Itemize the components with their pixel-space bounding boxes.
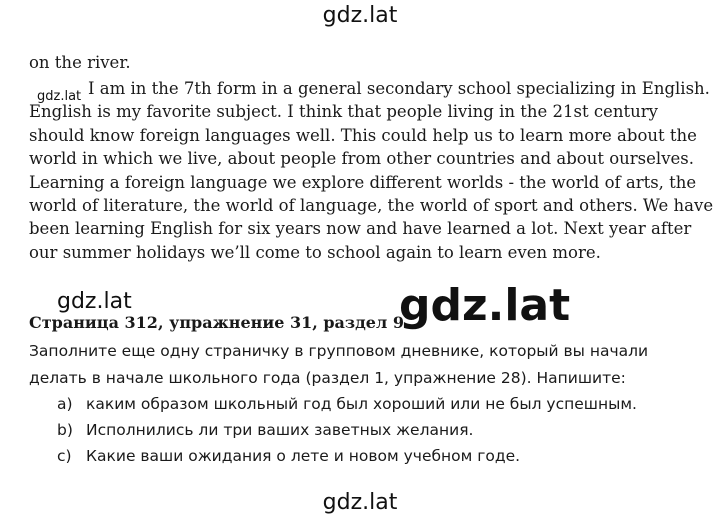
text-first-line: on the river. [29, 53, 131, 72]
list-item-label: c) [57, 447, 72, 465]
text-paragraph [29, 77, 713, 264]
list-item-text: каким образом школьный год был хороший или не был успешным. [86, 395, 637, 413]
paragraph-line: Learning a foreign language we explore different worlds - the world of arts, the [29, 172, 697, 192]
instruction-line: Заполните еще одну страничку в групповом дневнике, который вы начали [29, 342, 649, 360]
list-item [57, 447, 520, 465]
list-item-text: Исполнились ли три ваших заветных желания. [86, 421, 474, 439]
exercise-heading: Страница 312, упражнение 31, раздел 9. [29, 313, 410, 332]
list-item-label: a) [57, 395, 73, 413]
paragraph-line: been learning English for six years now and have learned a lot. Next year after [29, 219, 692, 239]
paragraph-line: English is my favorite subject. I think that people living in the 21st century [29, 102, 658, 122]
paragraph-line: world in which we live, about people from other countries and about ourselves. [29, 149, 694, 169]
paragraph-line: should know foreign languages well. This could help us to learn more about the [29, 125, 697, 145]
instruction-line: делать в начале школьного года (раздел 1, упражнение 28). Напишите: [29, 369, 626, 387]
watermark-big: gdz.lat [399, 280, 571, 331]
list-item-label: b) [57, 421, 73, 439]
list-item [57, 421, 473, 439]
paragraph-line: our summer holidays we’ll come to school again to learn even more. [29, 242, 601, 262]
watermark-bottom: gdz.lat [322, 490, 398, 515]
list-item [57, 395, 637, 413]
paragraph-line: I am in the 7th form in a general secondary school specializing in English. [88, 79, 710, 98]
paragraph-line: world of literature, the world of language, the world of sport and others. We have [29, 195, 714, 215]
list-item-text: Какие ваши ожидания о лете и новом учебном годе. [86, 447, 521, 465]
watermark-small: gdz.lat [37, 89, 82, 104]
watermark-mid: gdz.lat [57, 289, 132, 314]
watermark-top: gdz.lat [322, 3, 398, 28]
